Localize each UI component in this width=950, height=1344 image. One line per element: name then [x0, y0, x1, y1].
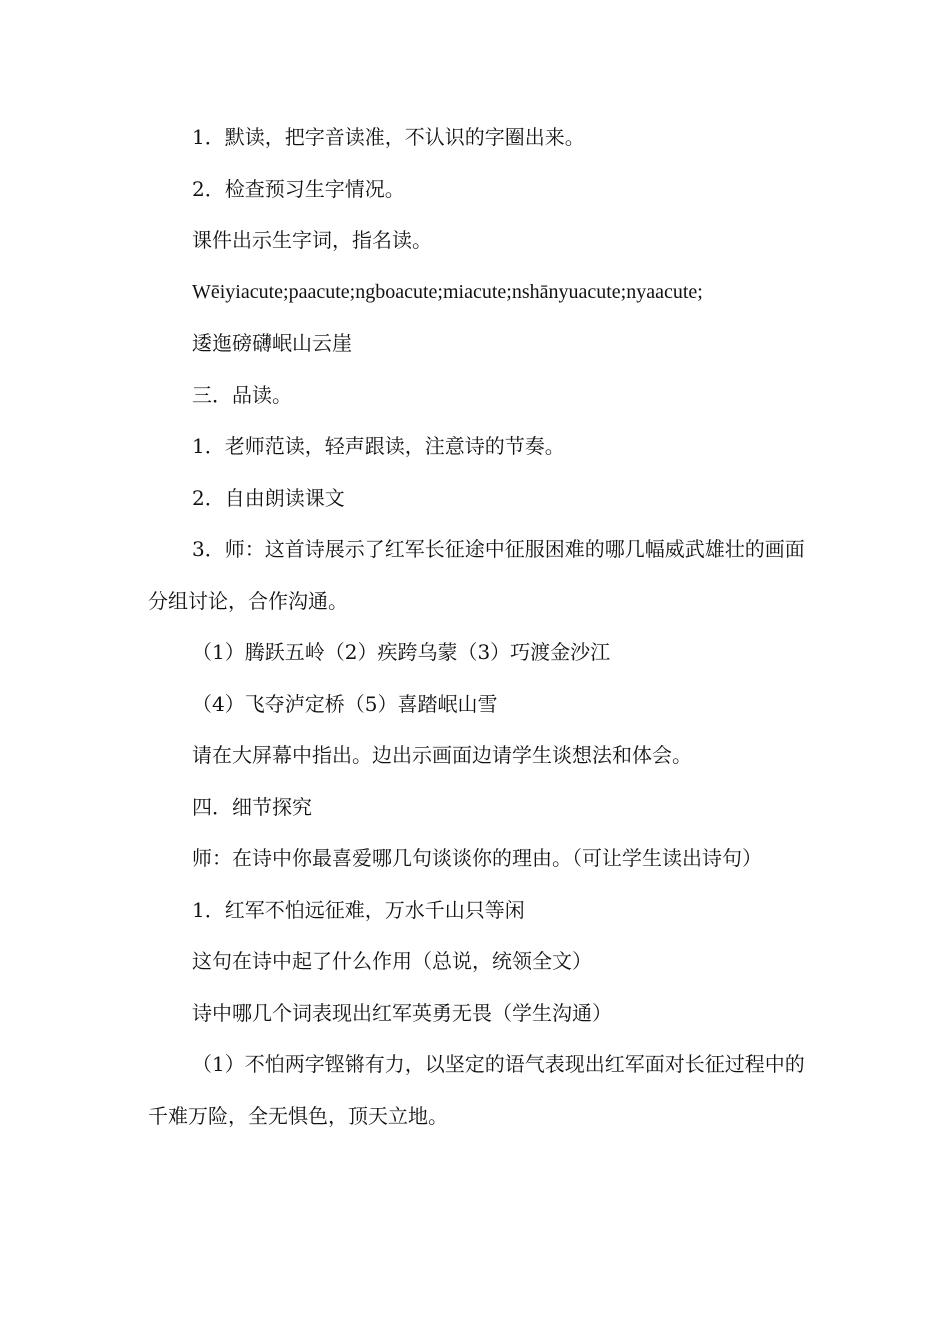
paragraph-new-words: 逶迤磅礴岷山云崖: [192, 331, 352, 355]
paragraph-favorite-lines: 师：在诗中你最喜爱哪几句谈谈你的理由。（可让学生读出诗句）: [192, 846, 762, 870]
paragraph-free-reading: 2．自由朗读课文: [192, 485, 345, 510]
paragraph-brave-words: 诗中哪几个词表现出红军英勇无畏（学生沟通）: [192, 1000, 612, 1025]
paragraph-courseware-words: 课件出示生字词，指名读。: [192, 228, 432, 252]
paragraph-pinyin: Wēiyiacute;paacute;ngboacute;miacute;nshānyuacute;nyaacute;: [192, 280, 703, 303]
paragraph-line-role: 这句在诗中起了什么作用（总说，统领全文）: [192, 949, 592, 973]
section-heading-4: 四．细节探究: [192, 794, 312, 819]
paragraph-teacher-reading: 1．老师范读，轻声跟读，注意诗的节奏。: [192, 434, 565, 458]
paragraph-teacher-question: 3．师：这首诗展示了红军长征途中征服困难的哪几幅威武雄壮的画面分组讨论，合作沟通。: [148, 537, 805, 613]
paragraph-scenes-1: （1）腾跃五岭（2）疾跨乌蒙（3）巧渡金沙江: [192, 640, 611, 664]
section-heading-3: 三．品读。: [192, 382, 292, 407]
paragraph-scenes-2: （4）飞夺泸定桥（5）喜踏岷山雪: [192, 691, 498, 716]
paragraph-poem-line-1: 1．红军不怕远征难，万水千山只等闲: [192, 897, 525, 922]
paragraph-silent-reading: 1．默读，把字音读准，不认识的字圈出来。: [192, 125, 585, 149]
paragraph-not-afraid: （1）不怕两字铿锵有力，以坚定的语气表现出红军面对长征过程中的千难万险，全无惧色，顶天立地。: [148, 1052, 805, 1128]
paragraph-big-screen: 请在大屏幕中指出。边出示画面边请学生谈想法和体会。: [192, 743, 692, 767]
paragraph-check-preview: 2．检查预习生字情况。: [192, 176, 405, 201]
document-body: [148, 112, 808, 1142]
